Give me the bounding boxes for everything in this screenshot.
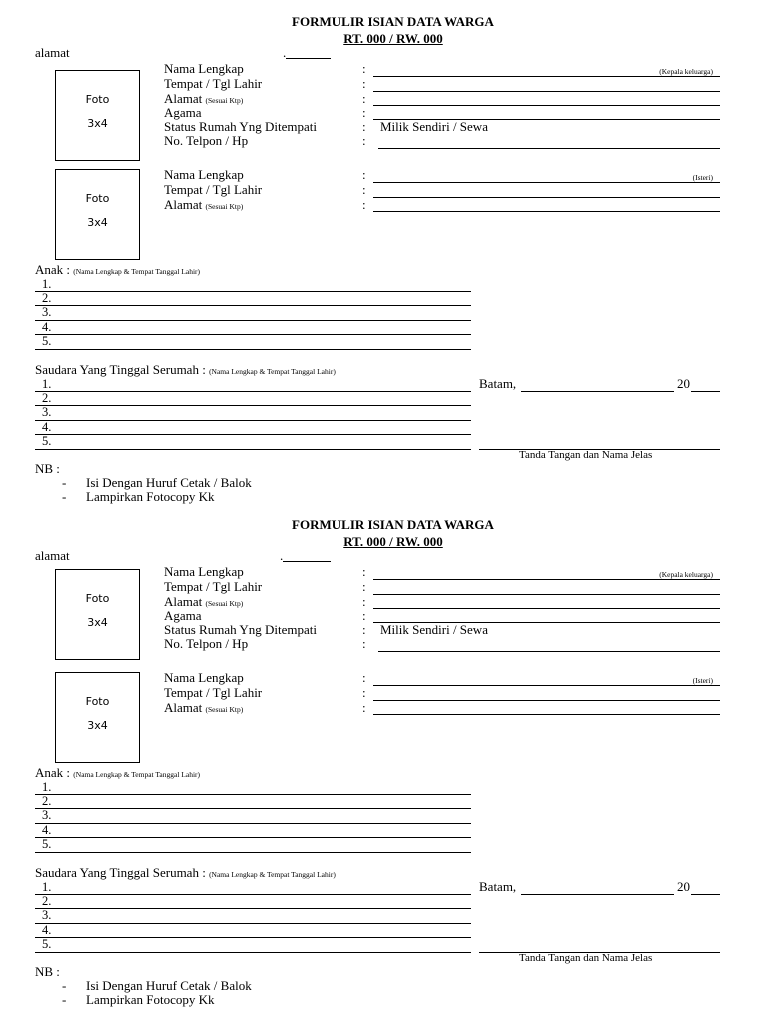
- kepala-keluarga-note: (Kepala keluarga): [659, 67, 713, 76]
- saudara-note: (Nama Lengkap & Tempat Tanggal Lahir): [209, 367, 336, 376]
- photo-label: Foto: [85, 192, 110, 205]
- anak-number: 1.: [42, 780, 52, 794]
- colon: :: [362, 622, 366, 637]
- istri-note: (Isteri): [692, 173, 713, 182]
- sesuai-ktp-note: (Sesuai Ktp): [205, 705, 244, 714]
- sesuai-ktp-note: (Sesuai Ktp): [205, 599, 244, 608]
- signature-label: Tanda Tangan dan Nama Jelas: [519, 952, 653, 964]
- form-subtitle: RT. 000 / RW. 000: [343, 534, 443, 549]
- form-2: [0, 503, 768, 1006]
- saudara-number: 2.: [42, 391, 52, 405]
- anak-label: Anak : (Nama Lengkap & Tempat Tanggal Lahir): [35, 262, 201, 277]
- alamat-line[interactable]: [373, 608, 720, 609]
- anak-number: 2.: [42, 291, 52, 305]
- saudara-line-3[interactable]: [35, 923, 471, 924]
- anak-note: (Nama Lengkap & Tempat Tanggal Lahir): [73, 770, 201, 779]
- alamat-label: alamat: [35, 548, 70, 563]
- telpon-line[interactable]: [378, 651, 720, 652]
- year-prefix: 20: [677, 879, 690, 894]
- saudara-number: 3.: [42, 908, 52, 922]
- alamat-line[interactable]: [283, 561, 331, 562]
- saudara-number: 4.: [42, 923, 52, 937]
- photo-size: 3x4: [87, 719, 108, 732]
- saudara-number: 4.: [42, 420, 52, 434]
- saudara-line-3[interactable]: [35, 420, 471, 421]
- anak-line-4[interactable]: [35, 334, 471, 335]
- field-label-alamat: Alamat (Sesuai Ktp): [164, 91, 244, 106]
- alamat-line[interactable]: [286, 58, 331, 59]
- anak-line-3[interactable]: [35, 823, 471, 824]
- colon: :: [362, 119, 366, 134]
- nb-bullet: -: [62, 992, 67, 1007]
- saudara-line-5[interactable]: [35, 952, 471, 953]
- kepala-keluarga-note: (Kepala keluarga): [659, 570, 713, 579]
- photo-label: Foto: [85, 93, 110, 106]
- nb-bullet: -: [62, 978, 67, 993]
- photo-label: Foto: [85, 592, 110, 605]
- form-title: FORMULIR ISIAN DATA WARGA: [292, 14, 494, 29]
- ttl-line[interactable]: [373, 594, 720, 595]
- saudara-line-1[interactable]: [35, 894, 471, 895]
- colon: :: [362, 636, 366, 651]
- colon: :: [362, 670, 366, 685]
- nb-item-2: Lampirkan Fotocopy Kk: [86, 489, 215, 504]
- alamat-dot: .: [280, 548, 284, 563]
- anak-line-4[interactable]: [35, 837, 471, 838]
- colon: :: [362, 182, 366, 197]
- saudara-number: 1.: [42, 880, 52, 894]
- saudara-number: 5.: [42, 937, 52, 951]
- saudara-line-4[interactable]: [35, 434, 471, 435]
- year-line[interactable]: [691, 391, 720, 392]
- field-label-ttl-istri: Tempat / Tgl Lahir: [164, 685, 263, 700]
- saudara-line-1[interactable]: [35, 391, 471, 392]
- photo-size: 3x4: [87, 216, 108, 229]
- field-label-telpon: No. Telpon / Hp: [164, 636, 249, 651]
- anak-note: (Nama Lengkap & Tempat Tanggal Lahir): [73, 267, 201, 276]
- colon: :: [362, 91, 366, 106]
- anak-number: 2.: [42, 794, 52, 808]
- date-line[interactable]: [521, 391, 674, 392]
- anak-line-2[interactable]: [35, 808, 471, 809]
- colon: :: [362, 76, 366, 91]
- signature-label: Tanda Tangan dan Nama Jelas: [519, 449, 653, 461]
- field-label-nama-istri: Nama Lengkap: [164, 167, 244, 182]
- sesuai-ktp-note: (Sesuai Ktp): [205, 202, 244, 211]
- batam-label: Batam,: [479, 879, 517, 894]
- nb-bullet: -: [62, 475, 67, 490]
- saudara-label: Saudara Yang Tinggal Serumah : (Nama Lengkap & Tempat Tanggal Lahir): [35, 865, 336, 880]
- ttl-line[interactable]: [373, 91, 720, 92]
- alamat-label: alamat: [35, 45, 70, 60]
- saudara-line-2[interactable]: [35, 908, 471, 909]
- nb-bullet: -: [62, 489, 67, 504]
- colon: :: [362, 133, 366, 148]
- colon: :: [362, 564, 366, 579]
- saudara-line-5[interactable]: [35, 449, 471, 450]
- anak-number: 4.: [42, 823, 52, 837]
- field-label-agama: Agama: [164, 608, 202, 623]
- photo-label: Foto: [85, 695, 110, 708]
- photo-box-wife[interactable]: [55, 672, 140, 763]
- nama-istri-line[interactable]: [373, 182, 720, 183]
- nama-line[interactable]: [373, 76, 720, 77]
- anak-line-2[interactable]: [35, 305, 471, 306]
- ttl-istri-line[interactable]: [373, 700, 720, 701]
- nama-line[interactable]: [373, 579, 720, 580]
- status-value: Milik Sendiri / Sewa: [380, 119, 488, 134]
- ttl-istri-line[interactable]: [373, 197, 720, 198]
- colon: :: [362, 105, 366, 120]
- saudara-number: 1.: [42, 377, 52, 391]
- anak-line-3[interactable]: [35, 320, 471, 321]
- photo-box-head[interactable]: [55, 569, 140, 660]
- field-label-agama: Agama: [164, 105, 202, 120]
- year-line[interactable]: [691, 894, 720, 895]
- colon: :: [362, 700, 366, 715]
- nb-item-1: Isi Dengan Huruf Cetak / Balok: [86, 475, 252, 490]
- status-value: Milik Sendiri / Sewa: [380, 622, 488, 637]
- batam-label: Batam,: [479, 376, 517, 391]
- anak-line-5[interactable]: [35, 349, 471, 350]
- field-label-alamat: Alamat (Sesuai Ktp): [164, 594, 244, 609]
- colon: :: [362, 197, 366, 212]
- form-title: FORMULIR ISIAN DATA WARGA: [292, 517, 494, 532]
- anak-number: 3.: [42, 305, 52, 319]
- colon: :: [362, 579, 366, 594]
- field-label-nama: Nama Lengkap: [164, 564, 244, 579]
- colon: :: [362, 594, 366, 609]
- field-label-alamat-istri: Alamat (Sesuai Ktp): [164, 700, 244, 715]
- nb-item-1: Isi Dengan Huruf Cetak / Balok: [86, 978, 252, 993]
- field-label-status: Status Rumah Yng Ditempati: [164, 622, 317, 637]
- colon: :: [362, 167, 366, 182]
- photo-size: 3x4: [87, 117, 108, 130]
- year-prefix: 20: [677, 376, 690, 391]
- field-label-ttl: Tempat / Tgl Lahir: [164, 579, 263, 594]
- colon: :: [362, 61, 366, 76]
- form-1: [0, 0, 768, 503]
- istri-note: (Isteri): [692, 676, 713, 685]
- saudara-label: Saudara Yang Tinggal Serumah : (Nama Lengkap & Tempat Tanggal Lahir): [35, 362, 336, 377]
- saudara-number: 3.: [42, 405, 52, 419]
- photo-box-wife[interactable]: [55, 169, 140, 260]
- alamat-istri-line[interactable]: [373, 714, 720, 715]
- anak-number: 4.: [42, 320, 52, 334]
- sesuai-ktp-note: (Sesuai Ktp): [205, 96, 244, 105]
- nama-istri-line[interactable]: [373, 685, 720, 686]
- field-label-telpon: No. Telpon / Hp: [164, 133, 249, 148]
- anak-number: 5.: [42, 334, 52, 348]
- telpon-line[interactable]: [378, 148, 720, 149]
- anak-label: Anak : (Nama Lengkap & Tempat Tanggal Lahir): [35, 765, 201, 780]
- saudara-note: (Nama Lengkap & Tempat Tanggal Lahir): [209, 870, 336, 879]
- field-label-nama: Nama Lengkap: [164, 61, 244, 76]
- nb-label: NB :: [35, 964, 60, 979]
- saudara-number: 5.: [42, 434, 52, 448]
- date-line[interactable]: [521, 894, 674, 895]
- anak-number: 1.: [42, 277, 52, 291]
- alamat-dot: .: [283, 45, 287, 60]
- alamat-line[interactable]: [373, 105, 720, 106]
- anak-line-5[interactable]: [35, 852, 471, 853]
- anak-line-1[interactable]: [35, 291, 471, 292]
- saudara-line-4[interactable]: [35, 937, 471, 938]
- anak-number: 5.: [42, 837, 52, 851]
- field-label-ttl: Tempat / Tgl Lahir: [164, 76, 263, 91]
- photo-size: 3x4: [87, 616, 108, 629]
- saudara-number: 2.: [42, 894, 52, 908]
- field-label-alamat-istri: Alamat (Sesuai Ktp): [164, 197, 244, 212]
- field-label-nama-istri: Nama Lengkap: [164, 670, 244, 685]
- photo-box-head[interactable]: [55, 70, 140, 161]
- colon: :: [362, 608, 366, 623]
- field-label-ttl-istri: Tempat / Tgl Lahir: [164, 182, 263, 197]
- alamat-istri-line[interactable]: [373, 211, 720, 212]
- field-label-status: Status Rumah Yng Ditempati: [164, 119, 317, 134]
- nb-item-2: Lampirkan Fotocopy Kk: [86, 992, 215, 1007]
- colon: :: [362, 685, 366, 700]
- anak-line-1[interactable]: [35, 794, 471, 795]
- saudara-line-2[interactable]: [35, 405, 471, 406]
- nb-label: NB :: [35, 461, 60, 476]
- form-subtitle: RT. 000 / RW. 000: [343, 31, 443, 46]
- anak-number: 3.: [42, 808, 52, 822]
